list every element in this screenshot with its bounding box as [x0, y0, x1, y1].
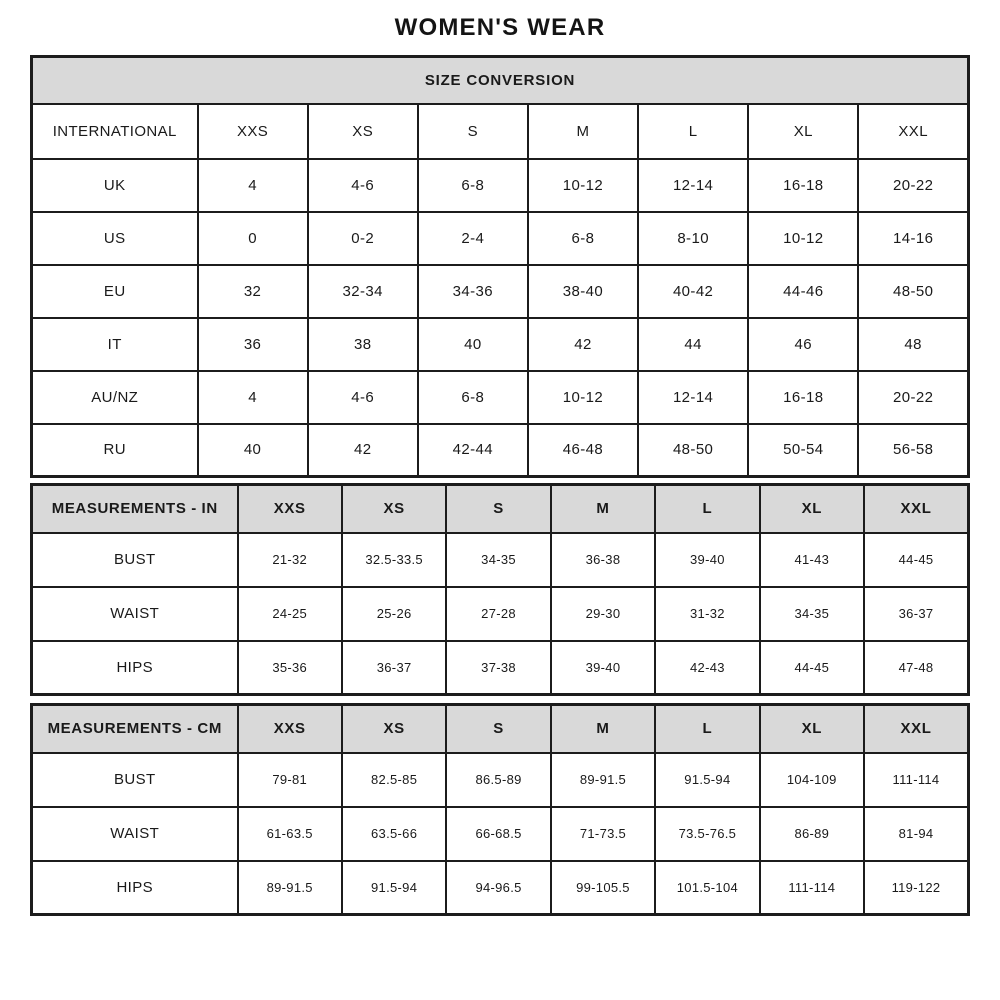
table-cell: 34-36: [418, 265, 528, 318]
table-cell: 4-6: [308, 159, 418, 212]
table-row: [32, 212, 969, 265]
table-row: [32, 533, 969, 587]
table-cell: 14-16: [858, 212, 968, 265]
table-cell: 27-28: [446, 587, 550, 641]
column-header: XXS: [198, 104, 308, 159]
table-cell: 40: [418, 318, 528, 371]
table-cell: 48-50: [858, 265, 968, 318]
table-cell: 99-105.5: [551, 861, 655, 915]
table-cell: 25-26: [342, 587, 446, 641]
row-label: WAIST: [32, 587, 238, 641]
measurements-cm-table: [30, 703, 970, 916]
table-row: [32, 424, 969, 477]
table-cell: 44: [638, 318, 748, 371]
column-header: XL: [760, 485, 864, 533]
table-cell: 73.5-76.5: [655, 807, 759, 861]
size-conversion-table: [30, 55, 970, 478]
row-label: US: [32, 212, 198, 265]
table-cell: 31-32: [655, 587, 759, 641]
table-cell: 40-42: [638, 265, 748, 318]
table-cell: 44-46: [748, 265, 858, 318]
table-cell: 38-40: [528, 265, 638, 318]
column-header: XXL: [864, 705, 968, 753]
table-cell: 86.5-89: [446, 753, 550, 807]
table-row: [32, 265, 969, 318]
table-cell: 47-48: [864, 641, 968, 695]
table-cell: 41-43: [760, 533, 864, 587]
table-cell: 6-8: [418, 159, 528, 212]
table-cell: 81-94: [864, 807, 968, 861]
table-cell: 94-96.5: [446, 861, 550, 915]
column-header: M: [551, 705, 655, 753]
row-label: BUST: [32, 533, 238, 587]
table-cell: 32-34: [308, 265, 418, 318]
row-label: HIPS: [32, 861, 238, 915]
table-cell: 42: [308, 424, 418, 477]
table-title-cell: MEASUREMENTS - CM: [32, 705, 238, 753]
table-cell: 63.5-66: [342, 807, 446, 861]
table-cell: 46-48: [528, 424, 638, 477]
table-cell: 42-44: [418, 424, 528, 477]
table-cell: 36-38: [551, 533, 655, 587]
table-row: [32, 807, 969, 861]
column-header: XXL: [864, 485, 968, 533]
table-cell: 79-81: [238, 753, 342, 807]
table-row: [32, 753, 969, 807]
column-header: XS: [342, 485, 446, 533]
table-cell: 2-4: [418, 212, 528, 265]
column-header: L: [655, 485, 759, 533]
column-header: S: [446, 485, 550, 533]
table-cell: 82.5-85: [342, 753, 446, 807]
column-header: XXS: [238, 705, 342, 753]
table-cell: 91.5-94: [342, 861, 446, 915]
table-cell: 36-37: [342, 641, 446, 695]
table-cell: 48-50: [638, 424, 748, 477]
table-cell: 42: [528, 318, 638, 371]
table-banner: SIZE CONVERSION: [32, 57, 969, 104]
table-header-row: [32, 485, 969, 533]
table-cell: 48: [858, 318, 968, 371]
row-label: IT: [32, 318, 198, 371]
table-cell: 40: [198, 424, 308, 477]
table-cell: 44-45: [760, 641, 864, 695]
table-cell: 34-35: [446, 533, 550, 587]
table-cell: 16-18: [748, 159, 858, 212]
column-header: L: [638, 104, 748, 159]
column-header: XXS: [238, 485, 342, 533]
table-cell: 71-73.5: [551, 807, 655, 861]
row-label: BUST: [32, 753, 238, 807]
table-row: [32, 641, 969, 695]
column-header: XS: [308, 104, 418, 159]
table-cell: 8-10: [638, 212, 748, 265]
table-title-cell: INTERNATIONAL: [32, 104, 198, 159]
table-cell: 89-91.5: [551, 753, 655, 807]
table-cell: 29-30: [551, 587, 655, 641]
size-chart-page: [30, 0, 970, 916]
column-header: M: [551, 485, 655, 533]
table-cell: 10-12: [528, 371, 638, 424]
table-cell: 56-58: [858, 424, 968, 477]
table-cell: 44-45: [864, 533, 968, 587]
table-cell: 111-114: [760, 861, 864, 915]
table-cell: 39-40: [655, 533, 759, 587]
row-label: WAIST: [32, 807, 238, 861]
column-header: XL: [748, 104, 858, 159]
table-cell: 86-89: [760, 807, 864, 861]
table-cell: 46: [748, 318, 858, 371]
table-cell: 104-109: [760, 753, 864, 807]
table-cell: 6-8: [528, 212, 638, 265]
table-cell: 36-37: [864, 587, 968, 641]
measurements-in-table: [30, 483, 970, 696]
table-row: [32, 587, 969, 641]
table-cell: 4: [198, 371, 308, 424]
table-cell: 101.5-104: [655, 861, 759, 915]
row-label: RU: [32, 424, 198, 477]
table-cell: 35-36: [238, 641, 342, 695]
table-cell: 16-18: [748, 371, 858, 424]
table-cell: 66-68.5: [446, 807, 550, 861]
table-row: [32, 861, 969, 915]
column-header: L: [655, 705, 759, 753]
column-header: XL: [760, 705, 864, 753]
column-header: M: [528, 104, 638, 159]
table-cell: 12-14: [638, 371, 748, 424]
table-cell: 6-8: [418, 371, 528, 424]
table-cell: 50-54: [748, 424, 858, 477]
table-cell: 20-22: [858, 371, 968, 424]
table-cell: 12-14: [638, 159, 748, 212]
row-label: EU: [32, 265, 198, 318]
table-cell: 91.5-94: [655, 753, 759, 807]
table-header-row: [32, 705, 969, 753]
table-cell: 34-35: [760, 587, 864, 641]
table-cell: 4: [198, 159, 308, 212]
table-cell: 10-12: [528, 159, 638, 212]
table-cell: 32.5-33.5: [342, 533, 446, 587]
table-cell: 10-12: [748, 212, 858, 265]
table-header-row: [32, 104, 969, 159]
table-cell: 89-91.5: [238, 861, 342, 915]
table-cell: 37-38: [446, 641, 550, 695]
table-cell: 32: [198, 265, 308, 318]
column-header: XS: [342, 705, 446, 753]
table-cell: 38: [308, 318, 418, 371]
table-cell: 0-2: [308, 212, 418, 265]
column-header: XXL: [858, 104, 968, 159]
table-title-cell: MEASUREMENTS - IN: [32, 485, 238, 533]
column-header: S: [446, 705, 550, 753]
page-title: WOMEN'S WEAR: [394, 14, 606, 41]
table-cell: 61-63.5: [238, 807, 342, 861]
table-cell: 21-32: [238, 533, 342, 587]
row-label: AU/NZ: [32, 371, 198, 424]
row-label: UK: [32, 159, 198, 212]
row-label: HIPS: [32, 641, 238, 695]
table-cell: 0: [198, 212, 308, 265]
column-header: S: [418, 104, 528, 159]
table-row: [32, 371, 969, 424]
table-cell: 20-22: [858, 159, 968, 212]
table-cell: 42-43: [655, 641, 759, 695]
table-cell: 39-40: [551, 641, 655, 695]
table-banner-row: [32, 57, 969, 104]
table-cell: 4-6: [308, 371, 418, 424]
table-cell: 119-122: [864, 861, 968, 915]
table-row: [32, 159, 969, 212]
table-row: [32, 318, 969, 371]
table-cell: 111-114: [864, 753, 968, 807]
table-cell: 36: [198, 318, 308, 371]
table-cell: 24-25: [238, 587, 342, 641]
